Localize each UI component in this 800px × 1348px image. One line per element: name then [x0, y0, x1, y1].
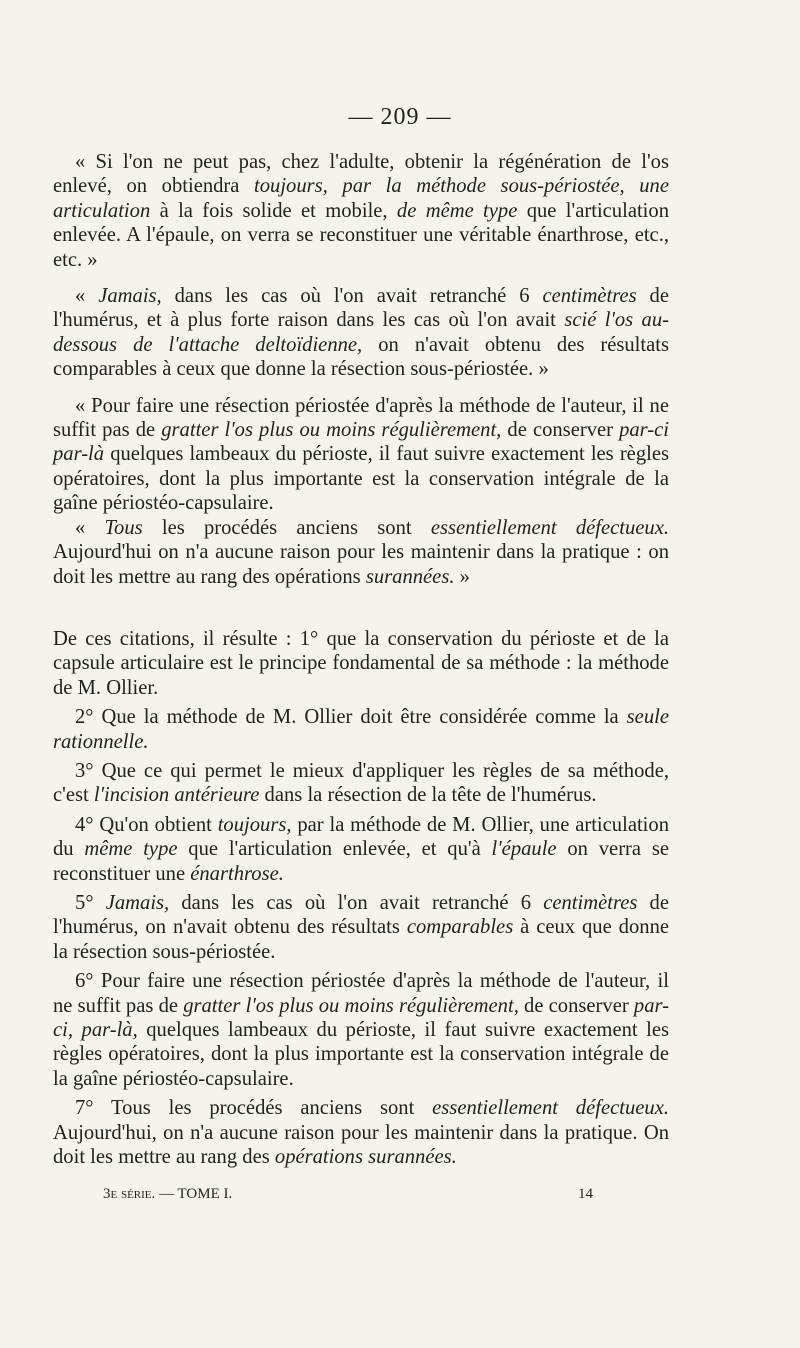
series-volume-label: 3e série. — TOME I.	[103, 1186, 233, 1202]
page-number: — 209 —	[348, 104, 452, 130]
list-item-6: 6° Pour faire une résection périostée d'après la méthode de l'auteur, il ne suffit pas de gratter l'os plus ou moins régulièrement, de conserver par-ci, par-là, quelques lambeaux du périoste, il faut suivre exactement les règles opératoires, dont la plus importante est la conservation intégrale de la gaîne périostéo-capsulaire.	[53, 970, 669, 1090]
signature-number: 14	[578, 1186, 593, 1202]
quote-paragraph-2: « Jamais, dans les cas où l'on avait retranché 6 centimètres de l'humérus, et à plus forte raison dans les cas où l'on avait scié l'os au-dessous de l'attache deltoïdienne, on n'avait obtenu des résultats comparables à ceux que donne la résection sous-périostée. »	[53, 285, 670, 381]
quote-paragraph-4: « Tous les procédés anciens sont essentiellement défectueux. Aujourd'hui on n'a aucune raison pour les maintenir dans la pratique : on doit les mettre au rang des opérations surannées. »	[53, 516, 669, 588]
quote-paragraph-1: « Si l'on ne peut pas, chez l'adulte, obtenir la régénération de l'os enlevé, on obtiendra toujours, par la méthode sous-périostée, une articulation à la fois solide et mobile, de même type que l'articulation enlevée. A l'épaule, on verra se reconstituer une véritable énarthrose, etc., etc. »	[53, 151, 669, 271]
page-body	[53, 150, 669, 1169]
quote-paragraph-3: « Pour faire une résection périostée d'après la méthode de l'auteur, il ne suffit pas de gratter l'os plus ou moins régulièrement, de conserver par-ci par-là quelques lambeaux du périoste, il faut suivre exactement les règles opératoires, dont la plus importante est la conservation intégrale de la gaîne périostéo-capsulaire.	[53, 394, 669, 515]
list-item-2: 2° Que la méthode de M. Ollier doit être considérée comme la seule rationnelle.	[53, 706, 669, 753]
list-item-7: 7° Tous les procédés anciens sont essentiellement défectueux. Aujourd'hui, on n'a aucune raison pour les maintenir dans la pratique. On doit les mettre au rang des opérations surannées.	[53, 1097, 669, 1169]
list-item-3: 3° Que ce qui permet le mieux d'appliquer les règles de sa méthode, c'est l'incision antérieure dans la résection de la tête de l'humérus.	[53, 759, 669, 807]
list-item-5: 5° Jamais, dans les cas où l'on avait retranché 6 centimètres de l'humérus, on n'avait obtenu des résultats comparables à ceux que donne la résection sous-périostée.	[53, 891, 670, 963]
conclusion-paragraph: De ces citations, il résulte : 1° que la conservation du périoste et de la capsule articulaire est le principe fondamental de sa méthode : la méthode de M. Ollier.	[53, 627, 669, 699]
page-footer	[103, 1186, 593, 1203]
list-item-4: 4° Qu'on obtient toujours, par la méthode de M. Ollier, une articulation du même type que l'articulation enlevée, et qu'à l'épaule on verra se reconstituer une énarthrose.	[53, 813, 669, 885]
